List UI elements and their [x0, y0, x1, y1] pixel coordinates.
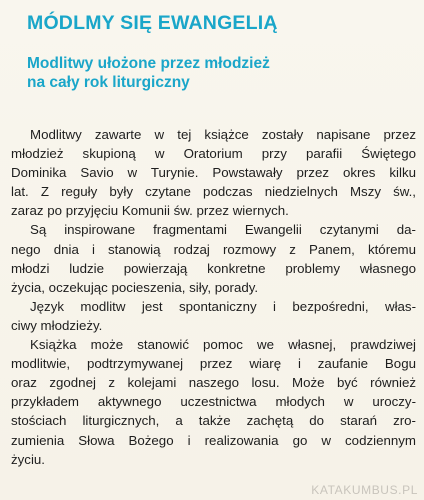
description-text: [11, 125, 416, 469]
text-line: modlitwie, podtrzymywanej przez wiarę i zaufanie Bogu: [11, 356, 416, 372]
text-line: Dominika Savio w Turynie. Powstawały przez okres kilku: [11, 165, 416, 181]
text-line: zumienia Słowa Bożego i realizowania go w codziennym: [11, 432, 416, 448]
book-subtitle: [27, 54, 270, 92]
text-line: młodzi ludzie powierzają konkretne problemy własnego: [11, 260, 416, 276]
book-title: MÓDLMY SIĘ EWANGELIĄ: [27, 12, 278, 34]
text-line: młodzież skupioną w Oratorium przy parafii Świętego: [11, 146, 416, 162]
text-line: ciwy młodzieży.: [11, 317, 103, 333]
text-line: stościach liturgicznych, a także zachętą do starań zro-: [11, 413, 416, 429]
text-line: nego dnia i stanowią rodzaj rozmowy z Panem, któremu: [11, 241, 416, 257]
subtitle-line: Modlitwy ułożone przez młodzież: [27, 55, 270, 72]
text-line: życiu.: [11, 451, 45, 467]
text-line: życia, oczekując pocieszenia, siły, porady.: [11, 279, 259, 295]
text-line: Język modlitw jest spontaniczny i bezpośredni, włas-: [30, 298, 416, 314]
subtitle-line: na cały rok liturgiczny: [27, 74, 190, 91]
text-line: lat. Z reguły były czytane podczas niedzielnych Mszy św.,: [11, 184, 416, 200]
text-line: Książka może stanowić pomoc we własnej, prawdziwej: [30, 337, 416, 353]
text-line: Modlitwy zawarte w tej książce zostały napisane przez: [30, 127, 416, 142]
text-line: przykładem aktywnego uczestnictwa młodych w uroczy-: [11, 394, 416, 410]
text-line: oraz zgodnej z kolejami naszego losu. Może być również: [11, 375, 416, 391]
text-line: zaraz po przyjęciu Komunii św. przez wiernych.: [11, 203, 289, 219]
text-line: Są inspirowane fragmentami Ewangelii czytanymi da-: [30, 222, 416, 238]
watermark: KATAKUMBUS.PL: [311, 483, 418, 497]
